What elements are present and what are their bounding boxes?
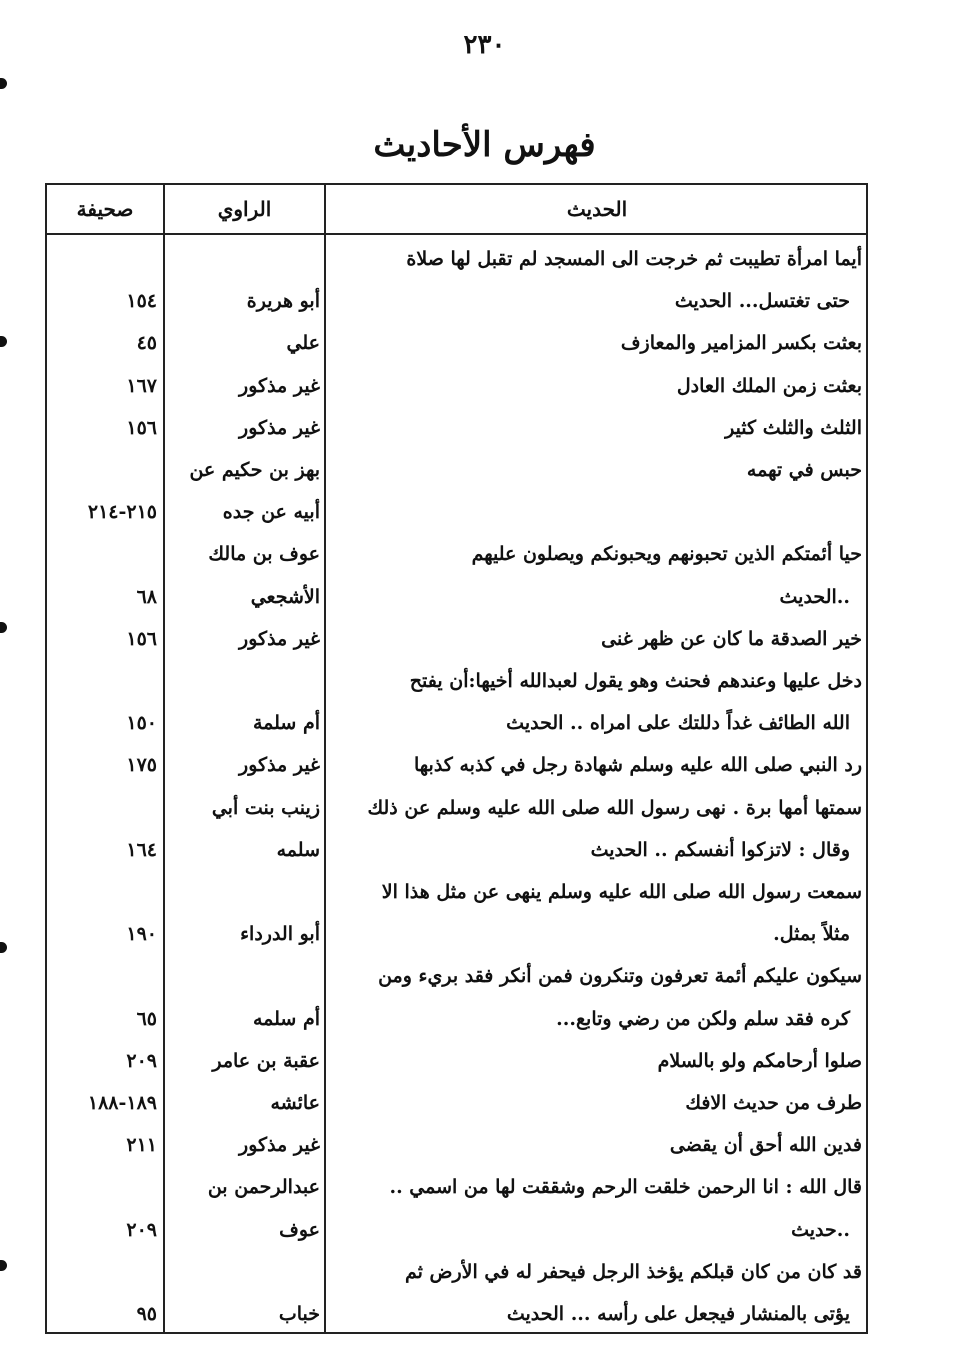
narrator-name: أم سلمة [252,712,320,735]
header-divider [47,233,866,235]
page-reference: ٢١١ [126,1134,157,1157]
hadith-text: رد النبي صلى الله عليه وسلم شهادة رجل في كذبه كذبها [414,754,862,777]
hadith-text: بعثت بكسر المزامير والمعازف [620,332,862,355]
page-reference: ١٧٥ [126,754,157,777]
hadith-text: خير الصدقة ما كان عن ظهر غنى [601,627,862,650]
page-number: ٢٣٠ [463,30,506,60]
header-narrator: الراوي [217,197,272,221]
hadith-text: ..الحديث [779,585,850,608]
margin-mark [0,1260,7,1271]
page-reference: ١٥٦ [126,627,157,650]
hadith-text: بعثت زمن الملك العادل [676,374,862,397]
hadith-text: الثلث والثلث كثير [725,416,862,439]
margin-mark [0,336,7,347]
narrator-name: سلمه [276,838,320,861]
header-hadith: الحديث [566,197,628,221]
hadith-text: سيكون عليكم أئمة تعرفون وتنكرون فمن أنكر فقد بريء ومن [378,965,862,988]
hadith-text: فدين الله أحق أن يقضى [669,1134,862,1157]
hadith-text: دخل عليها وعندهم فحنث وهو يقول لعبدالله أخيها:أن يفتح [409,670,862,692]
narrator-name: أبو هريرة [246,290,320,313]
page-reference: ١٨٩-١٨٨ [87,1092,157,1114]
page-reference: ٦٨ [136,585,157,608]
hadith-text: يؤتى بالمنشار فيجعل على رأسه ... الحديث [506,1303,850,1325]
hadith-text: سمتها أمها برة . نهى رسول الله صلى الله عليه وسلم عن ذلك [367,796,862,819]
hadith-text: حتى تغتسل... الحديث [674,290,850,313]
narrator-name: الأشجعي [250,585,320,608]
narrator-name: غير مذكور [239,627,320,650]
column-divider [163,185,165,1332]
narrator-name: زينب بنت أبي [211,796,320,819]
hadith-text: حيا أئمتكم الذين تحبونهم ويحبونكم ويصلون عليهم [471,543,862,566]
page-reference: ٢٠٩ [126,1049,157,1072]
header-page: صحيفة [76,197,134,221]
page-reference: ١٩٠ [126,923,157,946]
margin-mark [0,622,7,633]
page-reference: ١٥٠ [126,712,157,735]
narrator-name: عبدالرحمن بن [207,1176,320,1199]
narrator-name: عقبة بن عامر [212,1049,320,1072]
narrator-name: بهز بن حكيم عن [189,459,320,481]
narrator-name: خباب [278,1303,320,1325]
index-title: فهرس الأحاديث [373,125,596,165]
narrator-name: أبو الدرداء [240,923,320,946]
narrator-name: أم سلمه [252,1007,320,1030]
narrator-name: غير مذكور [239,374,320,397]
page-reference: ٢١٥-٢١٤ [87,501,157,524]
hadith-text: أيما امرأة تطيبت ثم خرجت الى المسجد لم تقبل لها صلاة [406,248,862,270]
narrator-name: عوف [279,1218,320,1241]
hadith-index-table [45,183,868,1334]
margin-mark [0,942,7,953]
page-reference: ١٦٧ [126,374,157,397]
narrator-name: أبيه عن جده [222,501,320,524]
page-reference: ٤٥ [136,332,157,355]
page-reference: ٢٠٩ [126,1218,157,1241]
hadith-text: وقال : لاتزكوا أنفسكم .. الحديث [590,838,850,861]
narrator-name: عوف بن مالك [208,543,320,566]
hadith-text: قال الله : انا الرحمن خلقت الرحم وشققت لها من اسمي .. [389,1176,862,1199]
hadith-text: كره فقد سلم ولكن من رضي وتابع... [556,1007,850,1030]
page-reference: ٦٥ [136,1007,157,1030]
narrator-name: غير مذكور [239,416,320,439]
page-reference: ٩٥ [136,1303,157,1325]
hadith-text: حبس في تهمه [746,459,862,481]
narrator-name: غير مذكور [239,1134,320,1157]
hadith-text: قد كان من كان قبلكم يؤخذ الرجل فيحفر له في الأرض ثم [404,1260,862,1283]
hadith-text: صلوا أرحامكم ولو بالسلام [657,1049,862,1072]
page-reference: ١٥٤ [126,290,157,313]
page-reference: ١٥٦ [126,416,157,439]
hadith-text: طرف من حديث الافك [685,1092,862,1114]
hadith-text: سمعت رسول الله صلى الله عليه وسلم ينهى عن مثل هذا الا [381,881,862,903]
margin-mark [0,78,7,89]
narrator-name: عائشه [270,1092,320,1114]
page-reference: ١٦٤ [126,838,157,861]
hadith-text: ..حديث [791,1218,850,1241]
narrator-name: غير مذكور [239,754,320,777]
narrator-name: علي [286,332,320,355]
hadith-text: الله الطائف غداً دللتك على امراه .. الحديث [506,712,850,735]
hadith-text: مثلاً بمثل. [773,923,850,946]
column-divider [324,185,326,1332]
